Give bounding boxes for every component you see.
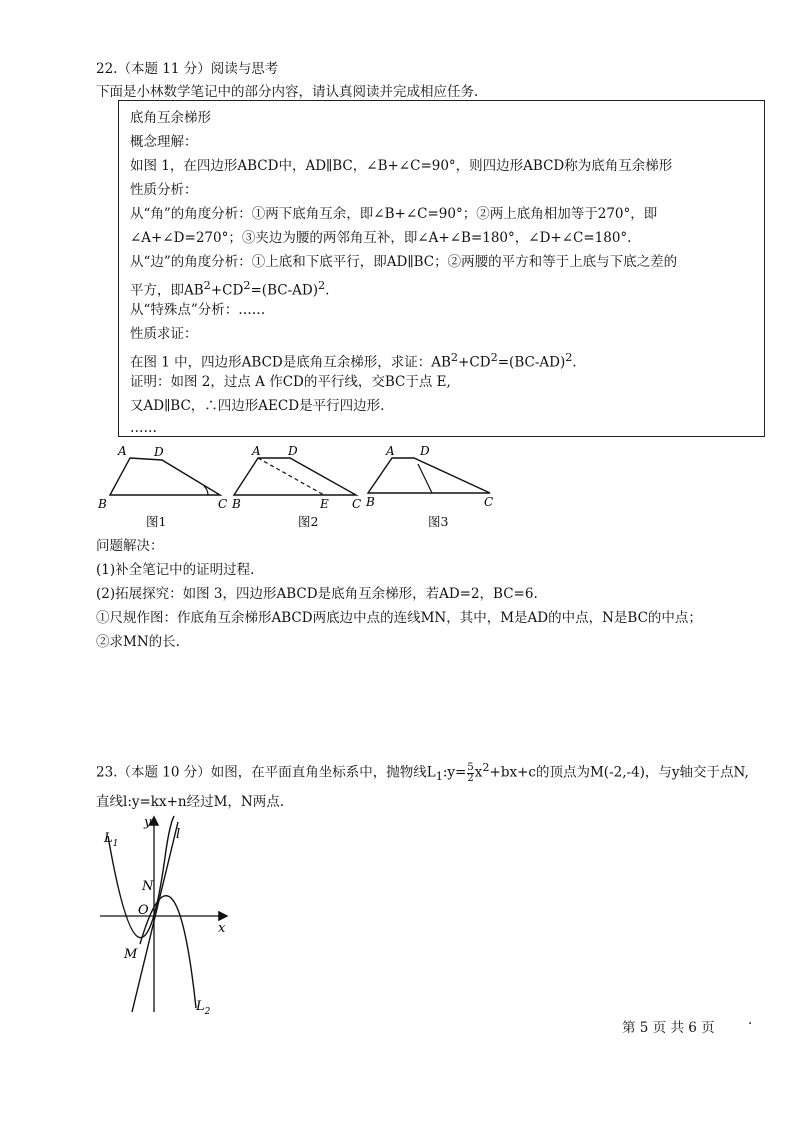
fig1-label-d: D (154, 445, 164, 459)
fig3-caption: 图3 (428, 514, 449, 529)
q22-intro: 下面是小林数学笔记中的部分内容，请认真阅读并完成相应任务. (96, 84, 479, 100)
task-2: (2)拓展探究：如图 3，四边形ABCD是底角互余梯形，若AD=2，BC=6. (96, 586, 538, 602)
fig3-label-b: B (366, 495, 375, 509)
q23-statement: 23.（本题 10 分）如图，在平面直角坐标系中，抛物线$L_1:y=$ $\frac{5}{2}$ $x^2+bx+c$的顶点为M(-2,-4)，与y轴交于点N, (96, 761, 749, 784)
figure-2 (231, 444, 361, 511)
fig3-label-c: C (484, 495, 494, 509)
note-heading: 底角互余梯形 (130, 110, 211, 126)
proof-label: 性质求证： (130, 326, 198, 342)
q23-line-2: 直线l:y=kx+n经过M，N两点. (96, 794, 285, 810)
angle-analysis-2: ∠A+∠D=270°；③夹边为腰的两邻角互补，即∠A+∠B=180°，∠D+∠C=180°. (130, 230, 632, 246)
concept-label: 概念理解： (130, 134, 198, 150)
fig2-label-d: D (288, 444, 298, 458)
fig2-caption: 图2 (298, 514, 319, 529)
concept-text: 如图 1，在四边形ABCD中，AD∥BC，∠B+∠C=90°，则四边形ABCD称为底角互余梯形 (130, 158, 673, 174)
property-label: 性质分析： (130, 182, 198, 198)
fig1-label-a: A (118, 444, 127, 458)
label-line-l: l (176, 827, 181, 842)
side-analysis-2: 平方，即$AB^2+CD^2=(BC-AD)^2$. (130, 279, 330, 299)
proof-step-1: 证明：如图 2，过点 A 作CD的平行线，交BC于点 E, (130, 374, 451, 390)
label-l2: $L_2$ (196, 999, 211, 1017)
side-analysis-1: 从“边”的角度分析：①上底和下底平行，即AD∥BC；②两腰的平方和等于上底与下底之差的 (130, 254, 678, 270)
fig3-label-d: D (420, 444, 430, 458)
proof-statement: 在图 1 中，四边形ABCD是底角互余梯形，求证：$AB^2+CD^2=(BC-AD)^2$. (130, 351, 577, 371)
coordinate-graph (96, 812, 246, 1022)
proof-ellipsis: …… (130, 420, 157, 436)
angle-analysis-1: 从“角”的角度分析：①两下底角互余，即∠B+∠C=90°；②两上底角相加等于270°，即 (130, 206, 658, 222)
fig1-label-b: B (98, 497, 107, 511)
label-n: N (142, 879, 154, 894)
fig2-label-b: B (232, 497, 241, 511)
fig1-caption: 图1 (146, 514, 167, 529)
figure-3 (365, 444, 493, 509)
figure-1 (97, 444, 227, 511)
special-point-analysis: 从“特殊点”分析：…… (130, 302, 266, 318)
proof-step-2: 又AD∥BC，∴四边形AECD是平行四边形. (130, 398, 385, 414)
task-2-2: ②求MN的长. (96, 634, 180, 650)
page-number: 第 5 页 共 6 页 (622, 1020, 715, 1036)
task-2-1: ①尺规作图：作底角互余梯形ABCD两底边中点的连线MN，其中，M是AD的中点，N是BC的中点； (96, 610, 702, 626)
fig2-label-a: A (252, 444, 261, 458)
fig2-label-c: C (352, 497, 362, 511)
label-l1: $L_1$ (104, 831, 119, 849)
task-1: (1)补全笔记中的证明过程. (96, 562, 255, 578)
label-m: M (124, 947, 138, 962)
footer-mark: · (748, 1016, 753, 1032)
problem-label: 问题解决： (96, 538, 164, 554)
q22-title: 22.（本题 11 分）阅读与思考 (96, 61, 279, 77)
label-o: O (138, 903, 149, 918)
fig2-label-e: E (320, 497, 329, 511)
fig1-label-c: C (218, 497, 228, 511)
label-x: x (218, 921, 226, 936)
label-y: y (144, 815, 152, 830)
fig3-label-a: A (386, 444, 395, 458)
